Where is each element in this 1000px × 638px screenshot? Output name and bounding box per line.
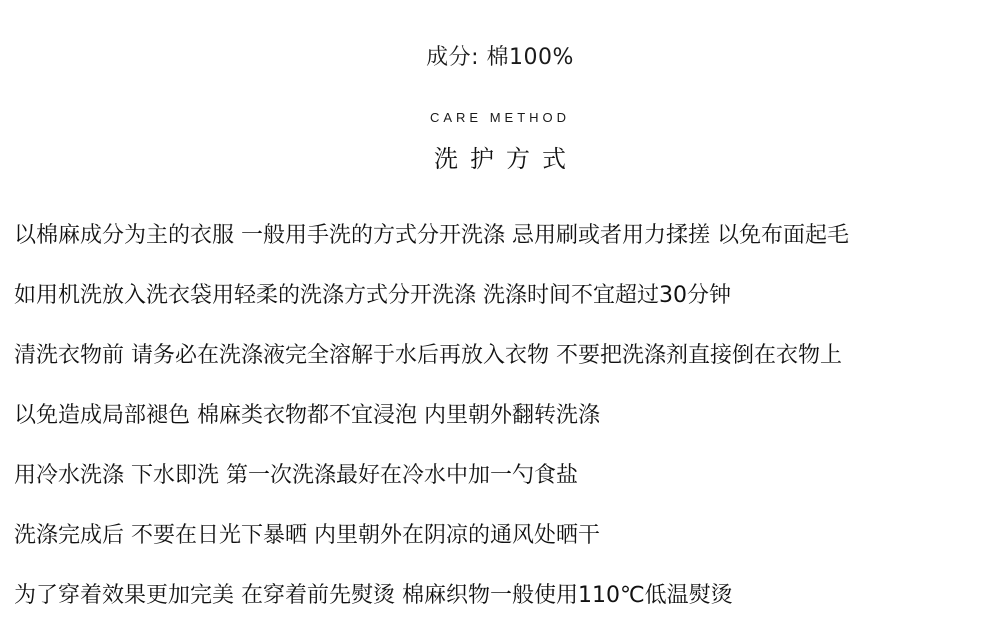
instruction-line: 用冷水洗涤 下水即洗 第一次洗涤最好在冷水中加一勺食盐 (14, 463, 578, 488)
instruction-line: 如用机洗放入洗衣袋用轻柔的洗涤方式分开洗涤 洗涤时间不宜超过30分钟 (14, 283, 731, 308)
care-method-heading-cn: 洗护方式 (434, 145, 578, 173)
instruction-line: 为了穿着效果更加完美 在穿着前先熨烫 棉麻织物一般使用110℃低温熨烫 (14, 583, 733, 608)
care-method-heading-en: CARE METHOD (429, 110, 571, 125)
instruction-line: 以棉麻成分为主的衣服 一般用手洗的方式分开洗涤 忌用刷或者用力揉搓 以免布面起毛 (14, 223, 849, 248)
composition-label: 成分: 棉100% (426, 45, 574, 70)
care-instructions-list (14, 218, 994, 638)
instruction-line: 清洗衣物前 请务必在洗涤液完全溶解于水后再放入衣物 不要把洗涤剂直接倒在衣物上 (14, 343, 842, 368)
instruction-line: 洗涤完成后 不要在日光下暴晒 内里朝外在阴凉的通风处晒干 (14, 523, 600, 548)
instruction-line: 以免造成局部褪色 棉麻类衣物都不宜浸泡 内里朝外翻转洗涤 (14, 403, 600, 428)
